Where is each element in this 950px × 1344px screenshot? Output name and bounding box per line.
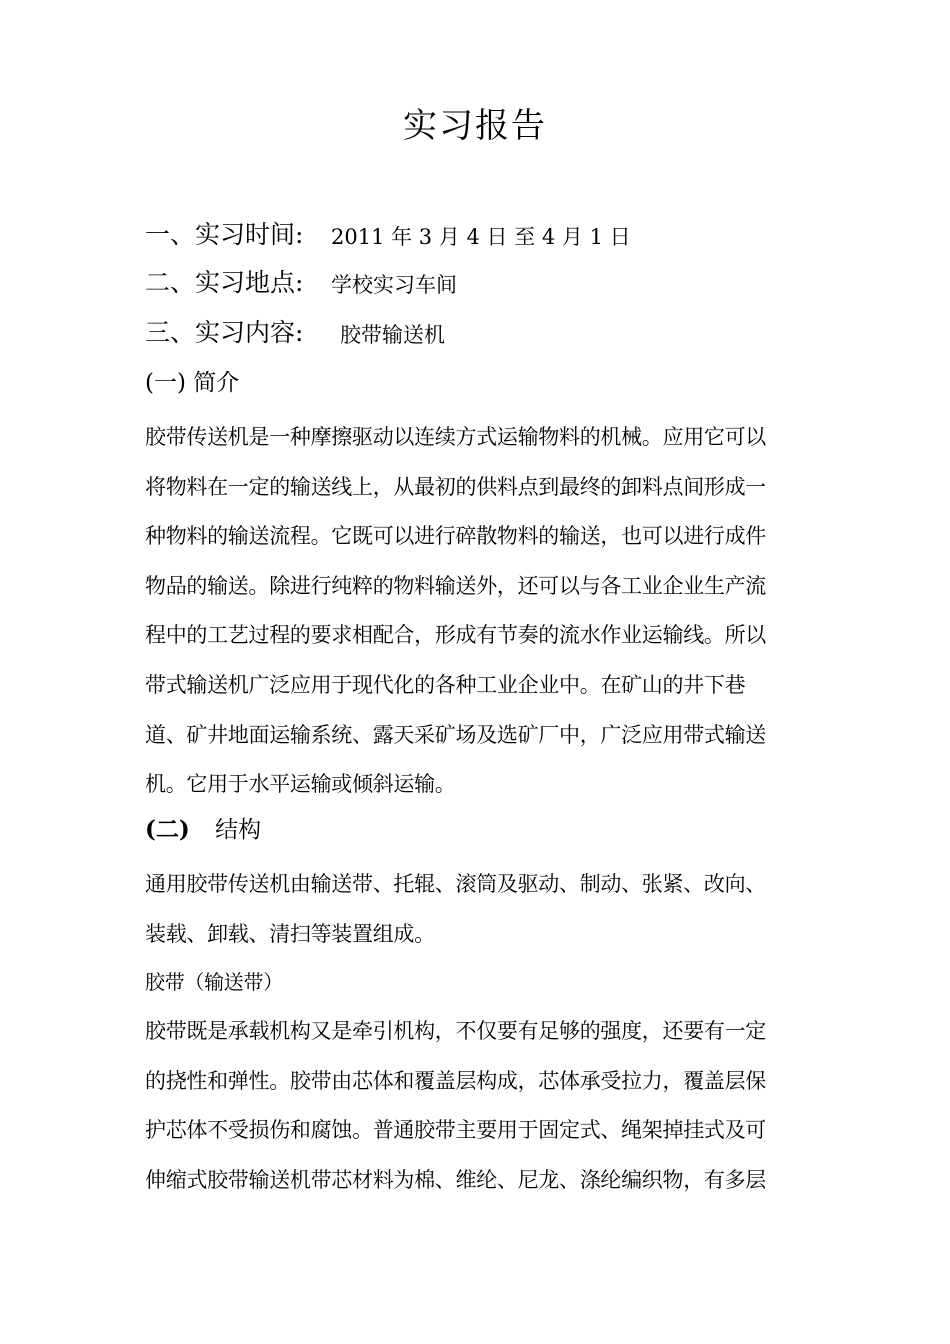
paragraph-line: 的挠性和弹性。胶带由芯体和覆盖层构成，芯体承受拉力，覆盖层保 [145, 1068, 766, 1093]
field-label: 三、实习内容: [145, 318, 304, 347]
paragraph-line: 护芯体不受损伤和腐蚀。普通胶带主要用于固定式、绳架掉挂式及可 [145, 1118, 766, 1143]
field-value: 2011 年 3 月 4 日 至 4 月 1 日 [331, 225, 631, 249]
paragraph-line: 种物料的输送流程。它既可以进行碎散物料的输送，也可以进行成件 [145, 524, 766, 549]
paragraph-line: 程中的工艺过程的要求相配合，形成有节奏的流水作业运输线。所以 [145, 623, 766, 648]
field-internship-time [145, 218, 631, 255]
structure-paragraph [145, 860, 817, 959]
field-value: 学校实习车间 [331, 273, 457, 297]
paragraph-line: 装载、卸载、清扫等装置组成。 [145, 921, 435, 946]
paragraph-line: 胶带既是承载机构又是牵引机构，不仅要有足够的强度，还要有一定 [145, 1019, 766, 1043]
field-value: 胶带输送机 [340, 323, 445, 347]
paragraph-line: 胶带传送机是一种摩擦驱动以连续方式运输物料的机械。应用它可以 [145, 425, 766, 449]
paragraph-line: 物品的输送。除进行纯粹的物料输送外，还可以与各工业企业生产流 [145, 573, 766, 598]
paragraph-line: 带式输送机广泛应用于现代化的各种工业企业中。在矿山的井下巷 [145, 672, 746, 697]
section-heading-text: 结构 [215, 817, 262, 843]
paragraph-line: 道、矿井地面运输系统、露天采矿场及选矿厂中，广泛应用带式输送 [145, 722, 766, 747]
report-title: 实习报告 [403, 106, 547, 146]
paragraph-line: 通用胶带传送机由输送带、托辊、滚筒及驱动、制动、张紧、改向、 [145, 872, 766, 896]
field-internship-location [145, 266, 457, 303]
section-heading-intro: (一) 简介 [145, 370, 240, 396]
section-heading-structure [145, 813, 261, 847]
paragraph-line: 伸缩式胶带输送机带芯材料为棉、维纶、尼龙、涤纶编织物，有多层 [145, 1167, 766, 1192]
subheading-text: 胶带（输送带） [145, 970, 283, 994]
field-internship-content [145, 316, 445, 353]
field-label: 二、实习地点: [145, 268, 304, 297]
field-label: 一、实习时间: [145, 220, 304, 249]
intro-paragraph [145, 413, 817, 810]
paragraph-line: 机。它用于水平运输或倾斜运输。 [145, 772, 456, 797]
belt-paragraph [145, 1007, 817, 1205]
paragraph-line: 将物料在一定的输送线上，从最初的供料点到最终的卸料点间形成一 [145, 474, 766, 499]
belt-subheading [145, 958, 817, 1008]
section-heading-number: (二) [145, 816, 190, 843]
